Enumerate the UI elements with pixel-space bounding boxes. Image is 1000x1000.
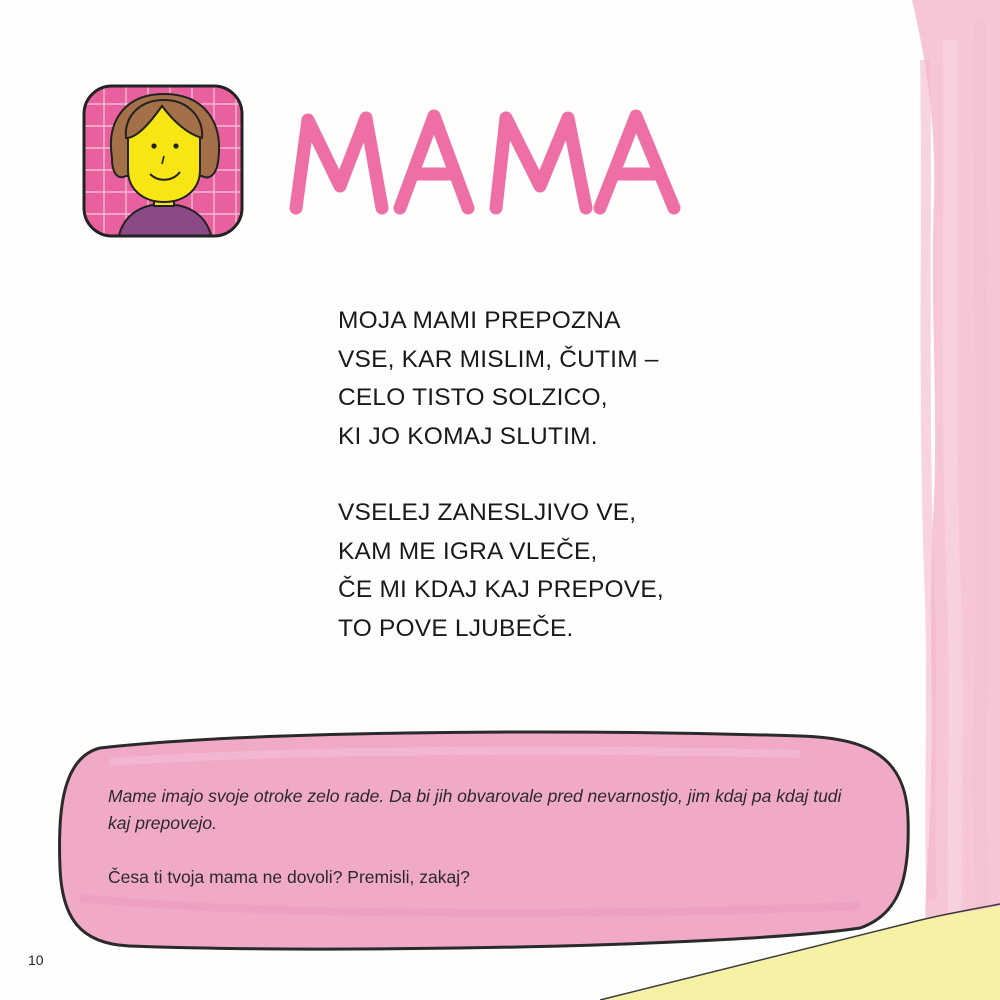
poem-line: ČE MI KDAJ KAJ PREPOVE, xyxy=(338,576,664,603)
poem-line: MOJA MAMI PREPOZNA xyxy=(338,307,621,334)
poem-line: VSE, KAR MISLIM, ČUTIM – xyxy=(338,345,659,373)
poem-line: CELO TISTO SOLZICO, xyxy=(338,384,608,411)
mama-portrait-illustration xyxy=(78,80,248,240)
poem-line: KI JO KOMAJ SLUTIM. xyxy=(338,422,598,450)
discussion-question: Česa ti tvoja mama ne dovoli? Premisli, zakaj? xyxy=(108,867,470,887)
poem-stanza-1 xyxy=(338,302,758,456)
title-painted-letters xyxy=(282,98,712,218)
page-title xyxy=(282,98,712,218)
poem-stanza-2 xyxy=(338,494,758,648)
page-number: 10 xyxy=(28,952,44,968)
discussion-box-text xyxy=(108,783,848,891)
poem-line: KAM ME IGRA VLEČE, xyxy=(338,537,598,565)
poem-line: TO POVE LJUBEČE. xyxy=(338,614,574,642)
poem xyxy=(338,302,758,686)
discussion-intro: Mame imajo svoje otroke zelo rade. Da bi jih obvarovale pred nevarnostjo, jim kdaj pa kdaj tudi kaj prepovejo. xyxy=(108,786,842,833)
poem-line: VSELEJ ZANESLJIVO VE, xyxy=(338,499,637,526)
